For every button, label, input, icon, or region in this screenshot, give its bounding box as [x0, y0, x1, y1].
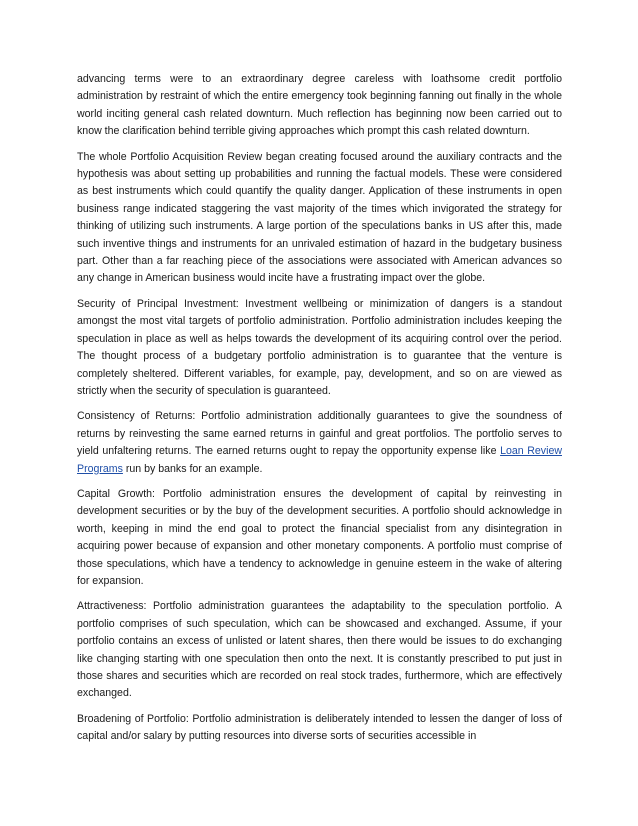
consistency-text-after-link: run by banks for an example.	[122, 462, 263, 475]
document-body	[77, 71, 562, 754]
paragraph-capital-growth: Capital Growth: Portfolio administration ensures the development of capital by reinvesting in development securities or by the buy of the development securities. A portfolio should acknowledge in worth, keeping in mind the end goal to protect the financial specialist from any disintegration in acquiring power because of expansion and other monetary components. A portfolio must comprise of those speculations, which have a tendency to acknowledge in genuine esteem in the wake of altering for expansion.	[77, 487, 562, 587]
paragraph-broadening-of-portfolio: Broadening of Portfolio: Portfolio administration is deliberately intended to lessen the danger of loss of capital and/or salary by putting resources into diverse sorts of securities accessible in	[77, 712, 562, 743]
paragraph-attractiveness: Attractiveness: Portfolio administration guarantees the adaptability to the speculation portfolio. A portfolio comprises of such speculation, which can be showcased and exchanged. Assume, if your portfolio contains an excess of unlisted or latent shares, then there would be issues to do exchanging like changing starting with one speculation then onto the next. It is constantly prescribed to put just in those shares and securities which are recorded on real stock trades, furthermore, which are effectively exchanged.	[77, 600, 562, 700]
paragraph-consistency-of-returns	[77, 408, 562, 478]
consistency-text-before-link: Consistency of Returns: Portfolio administration additionally guarantees to give the soundness of returns by reinvesting the same earned returns in gainful and great portfolios. The portfolio serves to yield unfaltering returns. The earned returns ought to repay the opportunity expense like	[77, 410, 562, 458]
paragraph-portfolio-acquisition-review: The whole Portfolio Acquisition Review began creating focused around the auxiliary contracts and the hypothesis was about setting up probabilities and running the factual models. These were considered as best instruments which could quantify the quality danger. Application of these instruments in open business range indicated staggering the vast majority of the times which invigorated the strategy for thinking of utilizing such instruments. A large portion of the speculations banks in US after this, made such inventive things and instruments for an unrivaled estimation of hazard in the budgetary business part. Other than a far reaching piece of the associations were associated with American advances so any change in American business would incite have a frustrating impact over the globe.	[77, 150, 562, 285]
paragraph-security-of-principal: Security of Principal Investment: Investment wellbeing or minimization of dangers is a standout amongst the most vital targets of portfolio administration. Portfolio administration includes keeping the speculation in place as well as helps towards the development of its acquiring control over the period. The thought process of a budgetary portfolio administration is to guarantee that the venture is completely sheltered. Different variables, for example, pay, development, and so on are viewed as strictly when the security of speculation is guaranteed.	[77, 297, 562, 397]
loan-review-programs-link[interactable]: Loan Review Programs	[77, 445, 562, 475]
paragraph-credit-downturn: advancing terms were to an extraordinary degree careless with loathsome credit portfolio administration by restraint of which the entire emergency took beginning fanning out finally in the whole world inciting general cash related downturn. Much reflection has beginning now been carried out to know the clarification behind terrible giving approaches which prompt this cash related downturn.	[77, 73, 562, 138]
